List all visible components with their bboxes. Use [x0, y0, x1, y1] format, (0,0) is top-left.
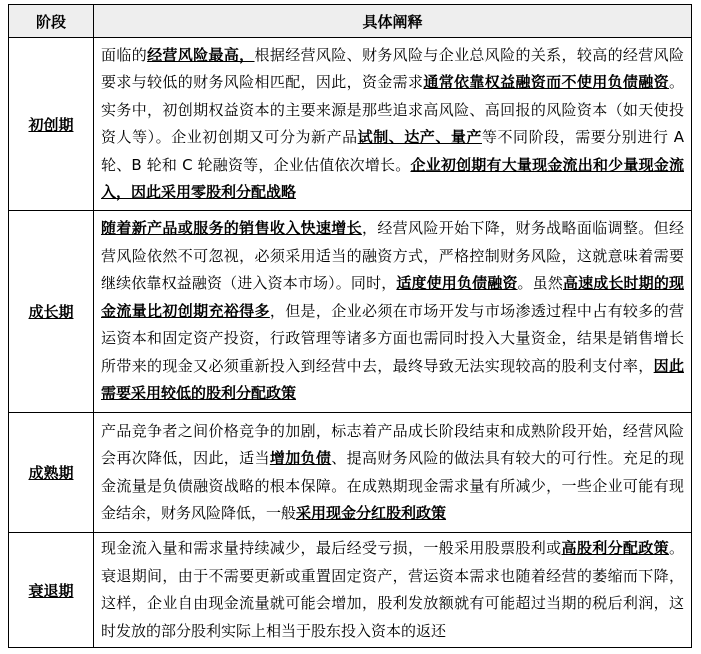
table-row — [9, 38, 692, 211]
stage-label-decline: 衰退期 — [9, 533, 94, 648]
stage-label-growth: 成长期 — [9, 211, 94, 413]
table-row — [9, 211, 692, 413]
explanation-decline: 现金流入量和需求量持续减少，最后经受亏损，一般采用股票股利或高股利分配政策。衰退期间，由于不需要更新或重置固定资产，营运资本需求也随着经营的萎缩而下降，这样，企业自由现金流量就可能会增加，股利发放额就有可能超过当期的税后利润，这时发放的部分股利实际上相当于股东投入资本的返还 — [94, 533, 692, 648]
stage-label-maturity: 成熟期 — [9, 413, 94, 533]
col-header-stage: 阶段 — [9, 5, 94, 38]
explanation-growth: 随着新产品或服务的销售收入快速增长，经营风险开始下降，财务战略面临调整。但经营风险依然不可忽视，必须采用适当的融资方式，严格控制财务风险，这就意味着需要继续依靠权益融资（进入资本市场）。同时，适度使用负债融资。虽然高速成长时期的现金流量比初创期充裕得多，但是，企业必须在市场开发与市场渗透过程中占有较多的营运资本和固定资产投资，行政管理等诸多方面也需同时投入大量资金，结果是销售增长所带来的现金又必须重新投入到经营中去，最终导致无法实现较高的股利支付率，因此需要采用较低的股利分配政策 — [94, 211, 692, 413]
table-row — [9, 533, 692, 648]
explanation-startup: 面临的经营风险最高，根据经营风险、财务风险与企业总风险的关系，较高的经营风险要求与较低的财务风险相匹配，因此，资金需求通常依靠权益融资而不使用负债融资。实务中，初创期权益资本的主要来源是那些追求高风险、高回报的风险资本（如天使投资人等）。企业初创期又可分为新产品试制、达产、量产等不同阶段，需要分别进行 A 轮、B 轮和 C 轮融资等，企业估值依次增长。企业初创期有大量现金流出和少量现金流入，因此采用零股利分配战略 — [94, 38, 692, 211]
table-header-row — [9, 5, 692, 38]
col-header-explanation: 具体阐释 — [94, 5, 692, 38]
explanation-maturity: 产品竞争者之间价格竞争的加剧，标志着产品成长阶段结束和成熟阶段开始，经营风险会再次降低，因此，适当增加负债、提高财务风险的做法具有较大的可行性。充足的现金流量是负债融资战略的根本保障。在成熟期现金需求量有所减少，一些企业可能有现金结余，财务风险降低，一般采用现金分红股利政策 — [94, 413, 692, 533]
stage-table — [8, 4, 692, 648]
stage-label-startup: 初创期 — [9, 38, 94, 211]
table-row — [9, 413, 692, 533]
